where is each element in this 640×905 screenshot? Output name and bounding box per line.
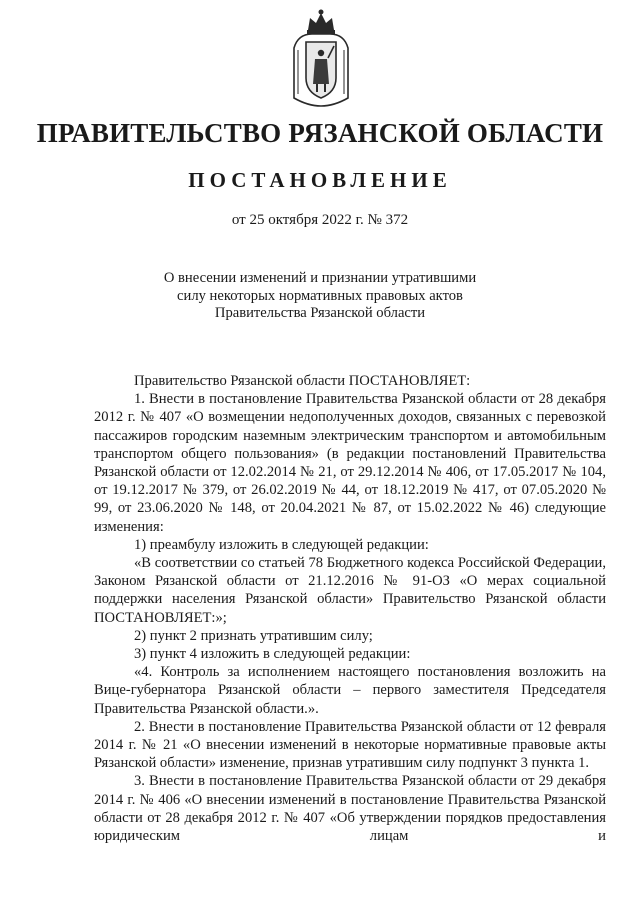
paragraph-subitem-3: 3) пункт 4 изложить в следующей редакции: — [134, 646, 411, 663]
paragraph-preamble-text: «В соответствии со статьей 78 Бюджетного кодекса Российской Федерации, Законом Рязанской области от 21.12.2016 № 91-ОЗ «О мерах социальной поддержки населения Рязанской области» Правительство Рязанской области ПОСТАНОВЛЯЕТ:»; — [94, 555, 606, 626]
paragraph-subitem-1: 1) преамбулу изложить в следующей редакции: — [134, 536, 429, 553]
coat-of-arms-icon — [290, 8, 352, 108]
government-title: ПРАВИТЕЛЬСТВО РЯЗАНСКОЙ ОБЛАСТИ — [36, 118, 604, 148]
document-type: ПОСТАНОВЛЕНИЕ — [188, 168, 452, 192]
subject-line: О внесении изменений и признании утратившими — [163, 270, 477, 286]
document-body — [94, 372, 606, 845]
paragraph-control-text: «4. Контроль за исполнением настоящего постановления возложить на Вице-губернатора Рязанской области – первого заместителя Председателя Правительства Рязанской области.». — [94, 664, 606, 717]
document-date-number: от 25 октября 2022 г. № 372 — [231, 212, 409, 228]
paragraph-subitem-2: 2) пункт 2 признать утратившим силу; — [134, 627, 373, 644]
document-subject — [140, 270, 500, 323]
subject-line: Правительства Рязанской области — [214, 305, 426, 321]
paragraph-item-1: 1. Внести в постановление Правительства Рязанской области от 28 декабря 2012 г. № 407 «О возмещении недополученных доходов, связанных с перевозкой пассажиров городским наземным электрическим транспортом и автомобильным транспортом общего пользования» (в редакции постановлений Правительства Рязанской области от 12.02.2014 № 21, от 29.12.2014 № 406, от 17.05.2017 № 104, от 19.12.2017 № 379, от 26.02.2019 № 44, от 18.12.2019 № 417, от 07.05.2020 № 99, от 23.06.2020 № 148, от 20.04.2021 № 87, от 15.02.2022 № 46) следующие изменения: — [94, 391, 606, 535]
paragraph-resolves: Правительство Рязанской области ПОСТАНОВЛЯЕТ: — [134, 373, 471, 389]
paragraph-item-3: 3. Внести в постановление Правительства Рязанской области от 29 декабря 2014 г. № 406 «О внесении изменений в постановление Правительства Рязанской области от 28 декабря 2012 г. № 407 «Об утверждении порядков предоставления юридическим лицам и — [94, 773, 606, 845]
subject-line: силу некоторых нормативных правовых актов — [177, 287, 463, 304]
paragraph-item-2: 2. Внести в постановление Правительства Рязанской области от 12 февраля 2014 г. № 21 «О внесении изменений в некоторые нормативные правовые акты Рязанской области» изменение, признав утратившим силу подпункт 3 пункта 1. — [94, 718, 606, 772]
